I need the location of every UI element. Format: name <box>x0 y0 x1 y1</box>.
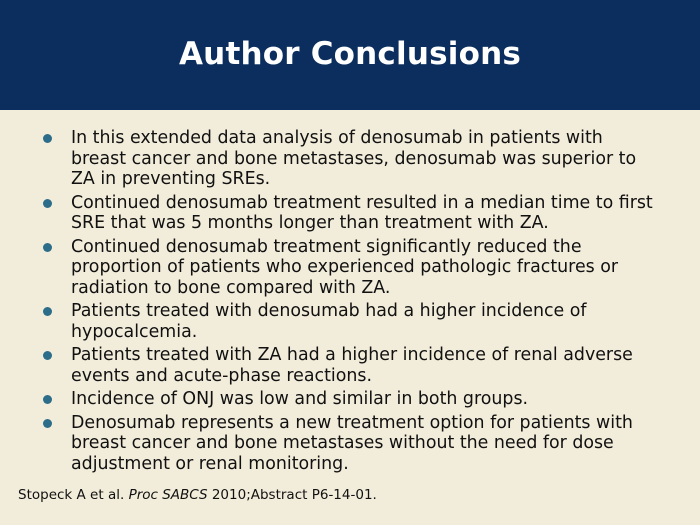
bullet-item <box>43 389 663 410</box>
bullet-dot-icon <box>43 199 52 208</box>
bullet-item <box>43 237 663 299</box>
bullet-item <box>43 345 663 386</box>
bullet-dot-icon <box>43 243 52 252</box>
slide-title: Author Conclusions <box>178 36 521 72</box>
bullet-item <box>43 128 663 190</box>
bullet-text: Continued denosumab treatment resulted in a median time to first SRE that was 5 months longer than treatment with ZA. <box>71 192 653 233</box>
bullet-item <box>43 193 663 234</box>
bullet-text: Incidence of ONJ was low and similar in both groups. <box>71 389 529 409</box>
bullet-dot-icon <box>43 307 52 316</box>
citation-authors: Stopeck A et al. <box>18 487 125 503</box>
bullet-text: In this extended data analysis of denosumab in patients with breast cancer and bone metastases, denosumab was superior to ZA in preventing SREs. <box>71 128 637 189</box>
bullet-dot-icon <box>43 419 52 428</box>
citation-details: 2010;Abstract P6-14-01. <box>211 487 377 503</box>
citation <box>18 487 377 503</box>
bullet-text: Patients treated with denosumab had a higher incidence of hypocalcemia. <box>71 301 587 342</box>
bullet-text: Patients treated with ZA had a higher incidence of renal adverse events and acute-phase reactions. <box>71 345 633 386</box>
bullet-dot-icon <box>43 134 52 143</box>
bullet-dot-icon <box>43 395 52 404</box>
title-bar <box>0 0 700 110</box>
bullet-item <box>43 413 663 475</box>
citation-journal: Proc SABCS <box>128 487 208 503</box>
bullet-text: Denosumab represents a new treatment option for patients with breast cancer and bone metastases without the need for dose adjustment or renal monitoring. <box>71 412 633 474</box>
bullet-item <box>43 301 663 342</box>
bullet-text: Continued denosumab treatment significantly reduced the proportion of patients who experienced pathologic fractures or radiation to bone compared with ZA. <box>71 236 619 298</box>
bullet-dot-icon <box>43 351 52 360</box>
bullet-list <box>43 128 663 477</box>
